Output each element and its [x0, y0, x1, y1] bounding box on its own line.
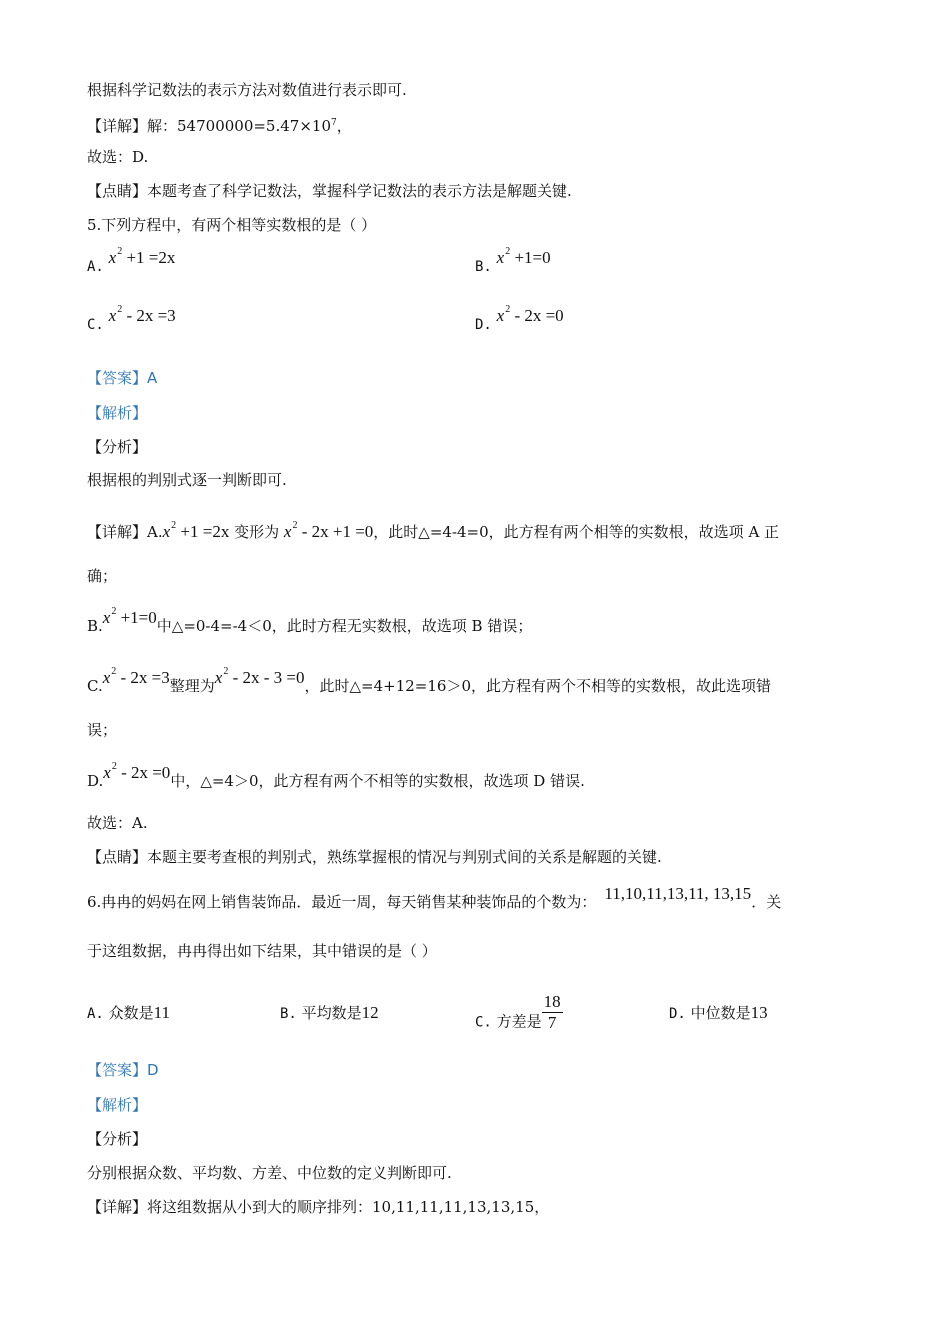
comment-label: 【点睛】 [87, 182, 148, 200]
text: ，此时△=4-4=0，此方程有两个相等的实数根，故选项 A 正 [373, 523, 780, 541]
detail-text: 将这组数据从小到大的顺序排列：10,11,11,11,13,13,15， [147, 1198, 550, 1216]
exponent: 2 [505, 246, 511, 257]
var-x: x [496, 248, 505, 267]
prev-detail [87, 113, 352, 136]
option-text: 方差是 [496, 1012, 542, 1031]
exponent: 2 [223, 666, 229, 677]
q5-comment [87, 847, 662, 867]
option-ref: C. [87, 677, 103, 695]
q5-option-a [87, 246, 176, 276]
q6-analysis-label: 【解析】 [87, 1096, 148, 1114]
option-label: D. [669, 1006, 686, 1022]
math-rest: - 2x +1 =0 [297, 522, 374, 541]
math [284, 522, 373, 541]
option-math [497, 306, 564, 325]
math-rest: - 2x - 3 =0 [228, 668, 305, 687]
prev-analysis-text: 根据科学记数法的表示方法对数值进行表示即可. [87, 81, 407, 99]
detail-text: 解：54700000=5.47×10 [147, 117, 331, 135]
math-rest: +1 =2x [122, 248, 176, 267]
exponent: 2 [117, 246, 123, 257]
detail-label: 【详解】 [87, 1198, 148, 1216]
exponent: 2 [111, 606, 117, 617]
q6-option-d [669, 1002, 768, 1023]
q6-fenxi-text: 分别根据众数、平均数、方差、中位数的定义判断即可. [87, 1164, 452, 1182]
answer-value: A [147, 369, 158, 387]
q5-fenxi-text: 根据根的判别式逐一判断即可. [87, 471, 287, 489]
exponent: 2 [111, 666, 117, 677]
var-x: x [283, 522, 292, 541]
text: ，此时△=4+12=16＞0，此方程有两个不相等的实数根，故此选项错 [304, 677, 772, 695]
var-x: x [103, 763, 111, 782]
detail-label: 【详解】 [87, 117, 148, 135]
option-label: A. [87, 259, 104, 275]
option-value: 12 [361, 1003, 379, 1022]
option-ref: A. [147, 523, 163, 541]
option-ref: D. [87, 772, 104, 790]
math [103, 668, 170, 687]
q5-detail-a-cont: 确； [87, 567, 118, 585]
math-rest: - 2x =0 [116, 763, 171, 782]
option-text: 众数是 [108, 1004, 154, 1022]
q6-fenxi-label: 【分析】 [87, 1130, 148, 1148]
var-x: x [102, 668, 111, 687]
option-text: 平均数是 [301, 1004, 362, 1022]
text: 中，△=4＞0，此方程有两个不相等的实数根，故选项 D 错误. [170, 772, 585, 790]
math [103, 608, 157, 627]
stem-text: 6.冉冉的妈妈在网上销售装饰品．最近一周，每天销售某种装饰品的个数为： [87, 893, 597, 911]
comment-text: 本题主要考查根的判别式，熟练掌握根的情况与判别式间的关系是解题的关键. [147, 848, 662, 866]
denominator: 7 [547, 1013, 557, 1032]
exponent: 2 [117, 304, 123, 315]
q5-detail-d [87, 761, 585, 791]
var-x: x [162, 522, 171, 541]
option-label: D. [475, 317, 492, 333]
q6-option-b [280, 1002, 379, 1023]
q5-option-d [475, 304, 564, 334]
answer-value: D [147, 1061, 159, 1079]
q6-detail [87, 1197, 549, 1217]
q5-detail-c [87, 666, 772, 696]
q6-stem-line1 [87, 884, 782, 912]
comment-label: 【点睛】 [87, 848, 148, 866]
punct: ， [336, 117, 352, 135]
math-rest: +1=0 [116, 608, 157, 627]
q6-stem-line2: 于这组数据，冉冉得出如下结果，其中错误的是（ ） [87, 942, 437, 960]
option-value: 13 [750, 1003, 768, 1022]
comment-text: 本题考查了科学记数法，掌握科学记数法的表示方法是解题关键. [147, 182, 572, 200]
math-rest: - 2x =0 [510, 306, 564, 325]
math-rest: - 2x =3 [122, 306, 176, 325]
q6-option-c [475, 992, 563, 1043]
option-label: B. [475, 259, 492, 275]
math-rest: +1=0 [510, 248, 551, 267]
q5-choose: 故选：A. [87, 814, 148, 832]
q5-detail-b [87, 606, 533, 636]
exponent: 2 [292, 520, 298, 531]
option-math [109, 248, 176, 267]
numerator: 18 [543, 992, 561, 1011]
math [103, 763, 170, 782]
q5-analysis-label: 【解析】 [87, 404, 148, 422]
var-x: x [108, 306, 117, 325]
exponent: 2 [171, 520, 177, 531]
text: 中△=0-4=-4＜0，此时方程无实数根，故选项 B 错误； [156, 617, 533, 635]
q5-answer [87, 368, 157, 388]
math-rest: - 2x =3 [116, 668, 170, 687]
q6-answer [87, 1060, 159, 1080]
data-values: 11,10,11,13,11, 13,15 [604, 884, 752, 903]
q6-option-a [87, 1002, 170, 1023]
fraction [542, 992, 563, 1033]
q5-fenxi-label: 【分析】 [87, 438, 148, 456]
answer-label: 【答案】 [87, 1061, 148, 1079]
option-value: 11 [153, 1003, 171, 1022]
answer-label: 【答案】 [87, 369, 148, 387]
math [215, 668, 305, 687]
var-x: x [214, 668, 223, 687]
exponent: 2 [505, 304, 511, 315]
var-x: x [108, 248, 117, 267]
q5-detail-c-cont: 误； [87, 721, 118, 739]
option-label: B. [280, 1006, 297, 1022]
option-math [109, 306, 176, 325]
option-label: A. [87, 1006, 104, 1022]
option-label: C. [475, 1014, 492, 1031]
option-ref: B. [87, 617, 103, 635]
exponent: 2 [111, 761, 117, 772]
detail-label: 【详解】 [87, 523, 148, 541]
prev-choose: 故选：D. [87, 148, 149, 166]
q5-stem: 5.下列方程中，有两个相等实数根的是（ ） [87, 216, 377, 234]
math-rest: +1 =2x [176, 522, 230, 541]
q5-option-c [87, 304, 176, 334]
text: 整理为 [169, 677, 215, 695]
prev-comment [87, 181, 572, 201]
math [163, 522, 230, 541]
q5-option-b [475, 246, 551, 276]
option-label: C. [87, 317, 104, 333]
option-math [497, 248, 551, 267]
option-text: 中位数是 [690, 1004, 751, 1022]
text: 变形为 [229, 523, 284, 541]
var-x: x [102, 608, 111, 627]
exponent: 7 [331, 118, 337, 128]
q5-detail-a [87, 516, 779, 542]
stem-text: ．关 [751, 893, 782, 911]
var-x: x [496, 306, 505, 325]
